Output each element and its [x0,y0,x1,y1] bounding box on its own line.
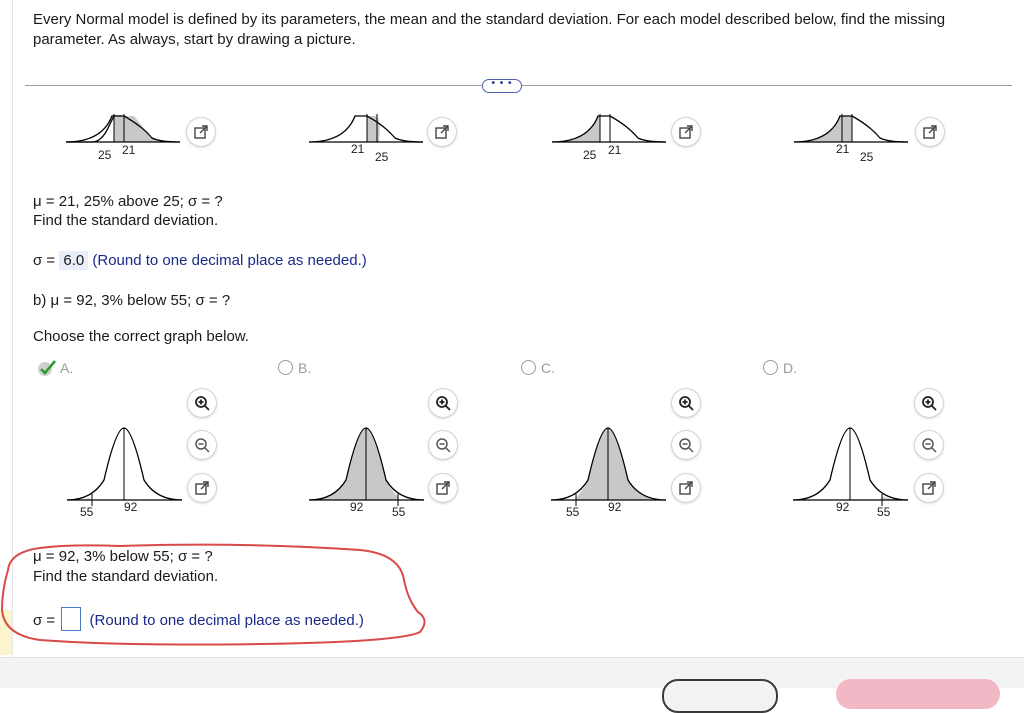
zoom-out-button-d[interactable] [915,431,943,459]
thumbnail-graph-3 [548,106,688,166]
thumbnail-label-left: 21 [836,142,850,156]
zoom-out-icon [435,437,451,453]
external-link-icon [679,125,693,139]
option-d-label: D. [783,360,797,376]
external-link-icon [923,125,937,139]
option-b-label: B. [298,360,312,376]
part-a-answer-field[interactable]: 6.0 [59,251,88,270]
zoom-in-button-d[interactable] [915,389,943,417]
part-b-header: b) μ = 92, 3% below 55; σ = ? [33,292,231,309]
option-b-graph [306,420,436,519]
popout-button-a[interactable] [188,474,216,502]
thumbnail-label-left: 21 [351,142,365,156]
zoom-in-icon [435,395,451,411]
part-a-answer-row [33,251,367,271]
popout-button-b[interactable] [429,474,457,502]
intro-text: Every Normal model is defined by its parameters, the mean and the standard deviation. For each model described below, find the missing parameter. As always, start by drawing a picture. [33,11,946,48]
graph-label-2: 55 [392,505,406,519]
option-c-radio[interactable] [521,360,555,376]
zoom-in-button-a[interactable] [188,389,216,417]
sigma-label: σ = [33,612,56,629]
thumbnail-label-right: 21 [122,143,136,157]
round-note: (Round to one decimal place as needed.) [89,612,364,629]
round-note: (Round to one decimal place as needed.) [92,252,367,269]
zoom-out-icon [194,437,210,453]
thumbnail-label-left: 25 [98,148,112,162]
footer-button-secondary[interactable] [662,679,778,713]
thumbnail-label-right: 25 [375,150,389,164]
thumbnail-graph-2 [305,106,445,166]
graph-label-1: 55 [566,505,580,519]
zoom-in-icon [194,395,210,411]
radio-icon [763,360,778,375]
popout-button-3[interactable] [672,118,700,146]
popout-button-1[interactable] [187,118,215,146]
zoom-in-icon [678,395,694,411]
sigma-label: σ = [33,252,56,269]
radio-icon [278,360,293,375]
external-link-icon [435,480,451,496]
option-a-graph [64,420,194,519]
option-a-label: A. [60,360,74,376]
zoom-in-button-b[interactable] [429,389,457,417]
zoom-out-button-a[interactable] [188,431,216,459]
part-a-instruction: Find the standard deviation. [33,212,219,229]
zoom-out-icon [921,437,937,453]
external-link-icon [435,125,449,139]
radio-icon [521,360,536,375]
normal-curve [790,420,920,515]
graph-label-1: 92 [836,500,850,514]
option-c-label: C. [541,360,555,376]
part-b-prompt: μ = 92, 3% below 55; σ = ? [33,548,213,565]
popout-button-d[interactable] [915,474,943,502]
more-button[interactable]: • • • [482,79,522,93]
popout-button-4[interactable] [916,118,944,146]
option-c-graph [548,420,678,519]
graph-label-2: 92 [124,500,138,514]
footer-button-primary[interactable] [836,679,1000,709]
external-link-icon [194,480,210,496]
option-a-radio[interactable] [60,360,73,376]
zoom-out-button-c[interactable] [672,431,700,459]
zoom-out-icon [678,437,694,453]
normal-curve [306,420,436,515]
external-link-icon [921,480,937,496]
graph-label-2: 92 [608,500,622,514]
checkmark-icon [37,358,59,378]
part-a-prompt: μ = 21, 25% above 25; σ = ? [33,193,223,210]
zoom-in-button-c[interactable] [672,389,700,417]
red-annotation-circle [0,540,430,650]
graph-label-1: 55 [80,505,94,519]
option-b-radio[interactable] [278,360,311,376]
external-link-icon [194,125,208,139]
thumbnail-label-left: 25 [583,148,597,162]
option-d-graph [790,420,920,519]
zoom-out-button-b[interactable] [429,431,457,459]
graph-label-1: 92 [350,500,364,514]
thumbnail-label-right: 21 [608,143,622,157]
thumbnail-graph-1 [62,106,202,166]
thumbnail-graph-4 [790,106,930,166]
popout-button-c[interactable] [672,474,700,502]
external-link-icon [678,480,694,496]
zoom-in-icon [921,395,937,411]
thumbnail-curve [62,106,202,166]
popout-button-2[interactable] [428,118,456,146]
option-d-radio[interactable] [763,360,797,376]
choose-graph-label: Choose the correct graph below. [33,328,249,345]
graph-label-2: 55 [877,505,891,519]
part-b-instruction: Find the standard deviation. [33,568,219,585]
thumbnail-curve [548,106,688,166]
thumbnail-label-right: 25 [860,150,874,164]
